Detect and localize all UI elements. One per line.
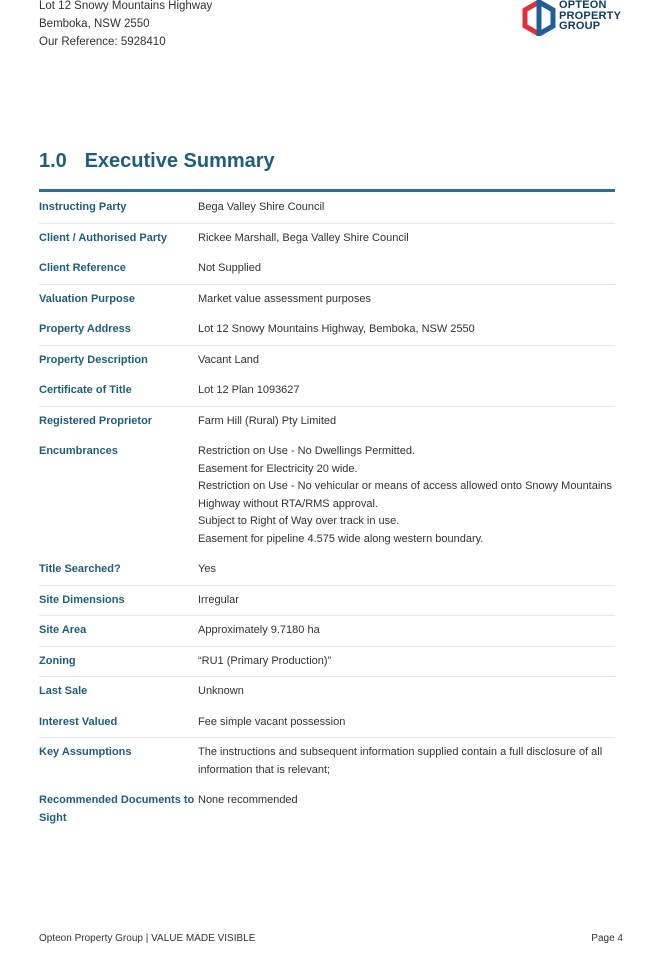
table-row [39,254,615,285]
page-number: Page 4 [591,933,623,944]
row-value-line: Farm Hill (Rural) Pty Limited [198,414,337,427]
row-value-line: Market value assessment purposes [198,292,372,305]
table-row [39,224,615,255]
row-value-line: Unknown [198,685,244,697]
row-value-line: Bega Valley Shire Council [198,201,325,213]
row-value-line: Fee simple vacant possession [198,715,346,728]
row-value [198,592,615,610]
row-label: Encumbrances [39,445,118,457]
row-value-line: The instructions and subsequent information supplied contain a full disclosure of all [198,746,603,758]
row-value-line: Easement for Electricity 20 wide. [198,462,358,475]
section-heading: Executive Summary [84,150,275,172]
row-value-line: Restriction on Use - No vehicular or means of access allowed onto Snowy Mountains [198,480,612,492]
table-row [39,786,615,834]
row-value-line: Easement for pipeline 4.575 wide along western boundary. [198,532,484,545]
logo-line-2: PROPERTY [559,9,622,22]
row-value-line: Vacant Land [198,353,259,366]
address-line-1: Lot 12 Snowy Mountains Highway [39,0,213,12]
row-value [198,714,615,732]
row-value [198,352,615,370]
row-value [198,230,615,248]
row-value-line: “RU1 (Primary Production)” [198,654,332,667]
logo-line-1: OPTEON [559,0,607,11]
row-value-line: Restriction on Use - No Dwellings Permitted. [198,445,416,457]
row-value [198,413,615,431]
row-value-line: Subject to Right of Way over track in use. [198,515,400,527]
row-label: Zoning [39,654,76,667]
row-value-line: Yes [198,563,216,575]
row-value [198,792,615,827]
table-row [39,376,615,407]
table-row [39,285,615,316]
reference-line: Our Reference: 5928410 [39,36,166,48]
row-value-line: Not Supplied [198,262,261,274]
row-label: Title Searched? [39,563,121,575]
title-rule [39,189,615,192]
row-label: Site Area [39,624,87,636]
row-label: Interest Valued [39,715,118,728]
address-line-2: Bemboka, NSW 2550 [39,18,150,30]
hexagon-logo-icon [521,0,557,36]
row-value [198,561,615,579]
row-value [198,744,615,779]
row-label: Instructing Party [39,201,127,213]
table-row [39,555,615,586]
table-row [39,586,615,617]
row-value-line: Irregular [198,593,239,606]
row-value-line: Lot 12 Snowy Mountains Highway, Bemboka, NSW 2550 [198,323,475,335]
row-label: Recommended Documents to Sight [39,794,195,824]
row-value [198,683,615,701]
row-value-line: None recommended [198,794,298,806]
row-value [198,260,615,278]
table-row [39,647,615,678]
row-value-line: Highway without RTA/RMS approval. [198,497,378,510]
table-row [39,738,615,786]
summary-table [39,193,615,834]
row-value [198,291,615,309]
row-value [198,382,615,400]
table-row [39,437,615,555]
row-value-line: information that is relevant; [198,763,331,776]
row-value [198,443,615,548]
row-label: Client Reference [39,262,126,274]
table-row [39,616,615,647]
row-label: Site Dimensions [39,593,125,606]
row-value-line: Rickee Marshall, Bega Valley Shire Council [198,231,409,244]
row-value [198,622,615,640]
table-row [39,708,615,739]
row-label: Last Sale [39,685,88,697]
table-row [39,193,615,224]
logo-line-3: GROUP [559,20,601,32]
opteon-logo [521,0,631,38]
row-label: Certificate of Title [39,384,132,396]
row-label: Key Assumptions [39,746,132,758]
table-row [39,677,615,708]
row-value [198,199,615,217]
table-row [39,346,615,377]
row-value [198,653,615,671]
row-label: Registered Proprietor [39,414,153,427]
footer-tagline: Opteon Property Group | VALUE MADE VISIBLE [39,933,256,944]
row-value-line: Lot 12 Plan 1093627 [198,384,300,396]
row-label: Property Description [39,353,148,366]
row-value [198,321,615,339]
section-number: 1.0 [39,150,67,172]
section-title [39,150,275,173]
address-block [39,0,212,51]
table-row [39,407,615,438]
row-label: Property Address [39,323,131,335]
row-value-line: Approximately 9.7180 ha [198,624,320,636]
row-label: Client / Authorised Party [39,231,167,244]
logo-wordmark [559,0,621,32]
row-label: Valuation Purpose [39,292,135,305]
table-row [39,315,615,346]
